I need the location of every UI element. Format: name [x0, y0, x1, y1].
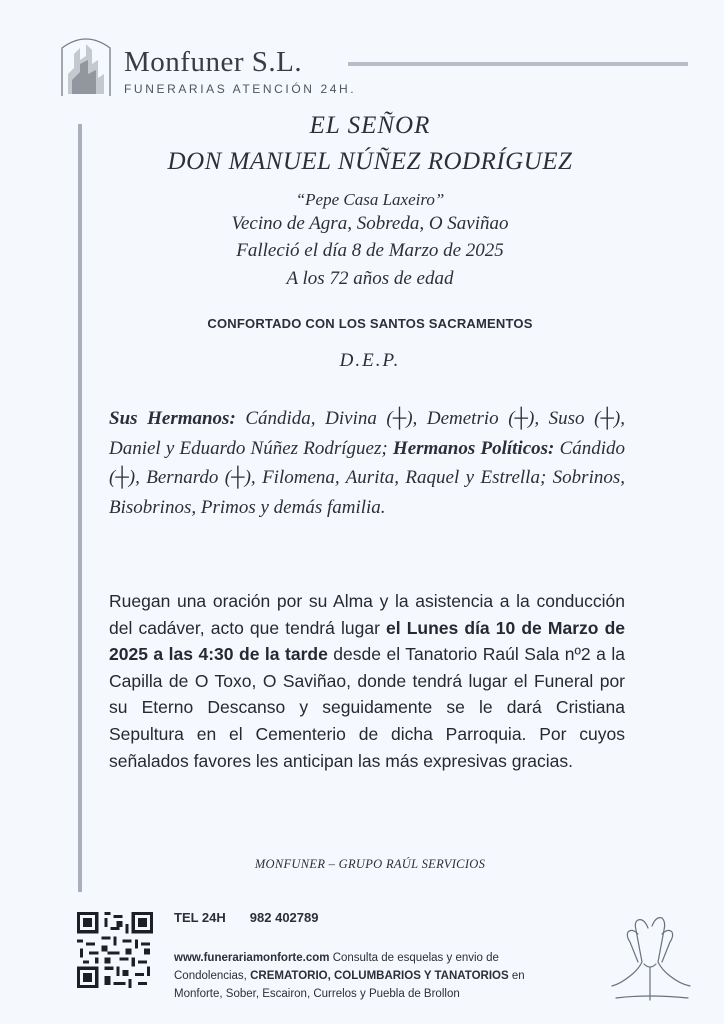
footer-line-2-post: en [508, 970, 525, 982]
deceased-name: DON MANUEL NÚÑEZ RODRÍGUEZ [167, 148, 573, 175]
footer-services: CREMATORIO, COLUMBARIOS Y TANATORIOS [250, 970, 509, 982]
footer-locations: Monforte, Sober, Escairon, Currelos y Puebla de Brollon [174, 988, 460, 1000]
nickname: “Pepe Casa Laxeiro” [295, 190, 445, 209]
inlaws-text: Cándido (┼), Bernardo (┼), Filomena, Aurita, Raquel y Estrella; Sobrinos, Bisobrinos, Primos y demás familia. [109, 437, 626, 518]
ceremony-text-2: desde el Tanatorio Raúl Sala nº2 a la Capilla de O Toxo, O Saviñao, donde tendrá lugar el Funeral por su Eterno Descanso y seguidamente se le dará Cristiana Sepultura en el Cementerio de dicha Parroquia. Por cuyos señalados favores les anticipan las más expresivas gracias. [109, 644, 625, 771]
dep-line: D.E.P. [339, 350, 401, 371]
footer-line-2 [174, 967, 594, 985]
website-link[interactable]: www.funerariamonforte.com [174, 952, 330, 964]
footer-line-2-pre: Condolencias, [174, 970, 251, 982]
brand-name: Monfuner S.L. [124, 46, 303, 78]
phone-label: TEL 24H [174, 910, 226, 925]
notice-title-honorific: EL SEÑOR [309, 112, 431, 139]
phone-number[interactable]: 982 402789 [249, 910, 319, 925]
family-paragraph [109, 404, 625, 522]
qr-code [77, 912, 153, 988]
praying-hands-icon [608, 910, 694, 1006]
footer-line-1 [174, 949, 594, 967]
phone-line [174, 910, 342, 925]
header-divider [348, 62, 688, 66]
footer-group: MONFUNER – GRUPO RAÚL SERVICIOS [254, 857, 486, 871]
ceremony-datetime: el Lunes día 10 de Marzo de 2025 a las 4:30 de la tarde [109, 617, 625, 665]
footer-line-1-text: Consulta de esquelas y envio de [329, 952, 499, 964]
brand-tagline: FUNERARIAS ATENCIÓN 24H. [124, 82, 357, 96]
ceremony-paragraph [109, 588, 625, 774]
sacraments-line: CONFORTADO CON LOS SANTOS SACRAMENTOS [207, 316, 533, 331]
residence: Vecino de Agra, Sobreda, O Saviñao [231, 213, 509, 234]
ceremony-text-1: Ruegan una oración por su Alma y la asistencia a la conducción del cadáver, acto que tendrá lugar [109, 591, 625, 638]
death-date: Falleció el día 8 de Marzo de 2025 [236, 240, 504, 261]
inlaws-label: Hermanos Políticos: [392, 437, 555, 459]
company-logo [58, 34, 114, 100]
age: A los 72 años de edad [286, 268, 454, 289]
left-divider [78, 124, 82, 892]
siblings-text: Cándida, Divina (┼), Demetrio (┼), Suso (┼), Daniel y Eduardo Núñez Rodríguez; [109, 408, 625, 459]
siblings-label: Sus Hermanos: [109, 408, 236, 429]
